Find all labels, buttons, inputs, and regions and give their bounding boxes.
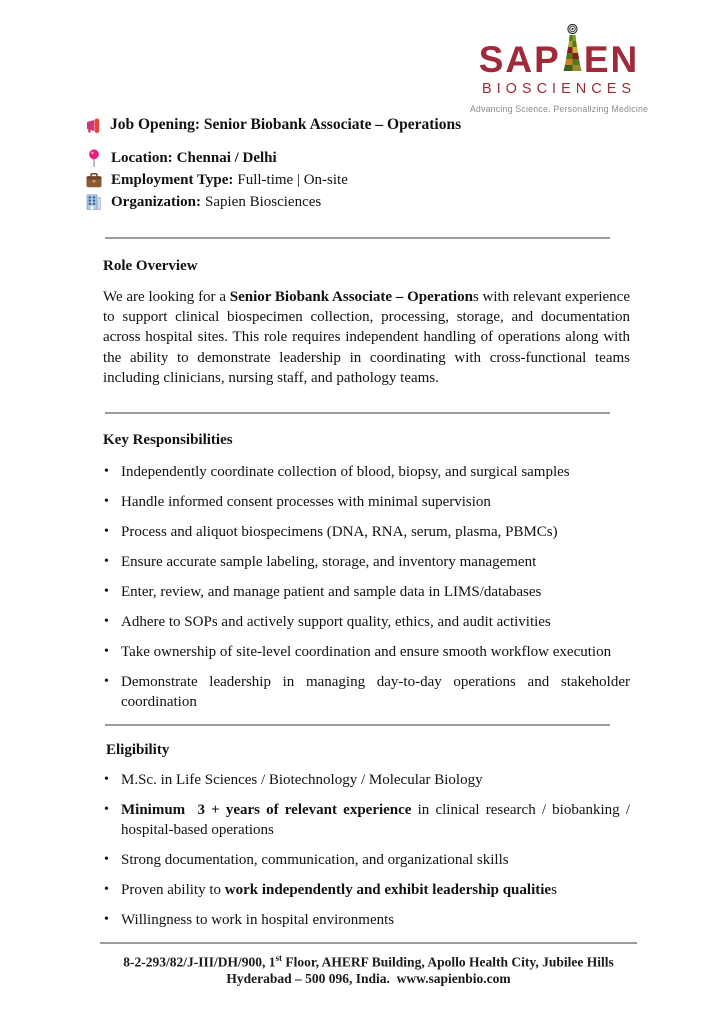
document-body xyxy=(103,237,630,930)
logo-subtitle: BIOSCIENCES xyxy=(481,81,637,97)
bullet-item: • Enter, review, and manage patient and sample data in LIMS/databases xyxy=(103,582,630,602)
meta-value: Sapien Biosciences xyxy=(205,193,322,210)
footer-address-line1: 8-2-293/82/J-III/DH/900, 1st Floor, AHERF Building, Apollo Health City, Jubilee Hills xyxy=(123,953,614,970)
footer-divider xyxy=(100,942,637,944)
bullet-item: • Willingness to work in hospital environments xyxy=(103,910,630,930)
bullet-item: • Strong documentation, communication, and organizational skills xyxy=(103,850,630,870)
logo-tagline: Advancing Science. Personalizing Medicine xyxy=(469,104,649,114)
meta-value: Full-time | On-site xyxy=(237,172,348,189)
megaphone-icon xyxy=(85,117,103,134)
logo-text-post: EN xyxy=(583,39,640,80)
bullet-item: • Ensure accurate sample labeling, storage, and inventory management xyxy=(103,552,630,572)
key-responsibilities-list xyxy=(103,462,630,712)
office-building-icon xyxy=(85,194,103,210)
section-divider xyxy=(105,724,610,726)
bullet-item: • M.Sc. in Life Sciences / Biotechnology / Molecular Biology xyxy=(103,770,630,790)
bullet-item: • Process and aliquot biospecimens (DNA, RNA, serum, plasma, PBMCs) xyxy=(103,522,630,542)
bullet-item: • Minimum 3 + years of relevant experience in clinical research / biobanking / hospital-based operations xyxy=(103,800,630,840)
role-overview-paragraph: We are looking for a Senior Biobank Associate – Operations with relevant experience to support clinical biospecimen collection, processing, storage, and documentation across hospital sites. This role requires independent handling of operations along with the ability to demonstrate leadership in coordinating with cross-functional teams including clinicians, nursing staff, and pathology teams. xyxy=(103,289,630,386)
bullet-item: • Independently coordinate collection of blood, biopsy, and surgical samples xyxy=(103,462,630,482)
eligibility-list xyxy=(103,770,630,930)
round-pushpin-icon xyxy=(85,149,103,168)
job-title: Job Opening: Senior Biobank Associate – Operations xyxy=(110,116,462,133)
meta-row-location xyxy=(85,148,724,170)
job-title-row xyxy=(85,114,724,136)
logo-wordmark xyxy=(479,24,639,78)
meta-label: Organization: xyxy=(111,193,201,210)
section-heading-eligibility: Eligibility xyxy=(106,742,170,759)
briefcase-icon xyxy=(85,173,103,188)
meta-row-organization xyxy=(85,191,724,213)
logo-text-pre: SAP xyxy=(478,39,561,80)
person-mosaic-icon xyxy=(562,24,583,77)
bullet-item: • Adhere to SOPs and actively support quality, ethics, and audit activities xyxy=(103,612,630,632)
section-divider xyxy=(105,412,610,414)
footer-address-line2: Hyderabad – 500 096, India. www.sapienbio.com xyxy=(226,971,511,987)
bullet-item: • Demonstrate leadership in managing day-to-day operations and stakeholder coordination xyxy=(103,672,630,712)
section-divider xyxy=(105,237,610,239)
meta-value: Chennai / Delhi xyxy=(176,150,277,167)
meta-label: Employment Type: xyxy=(111,172,234,189)
meta-label: Location: xyxy=(111,150,173,167)
company-logo xyxy=(452,24,666,114)
bullet-item: • Take ownership of site-level coordination and ensure smooth workflow execution xyxy=(103,642,630,662)
meta-row-employment-type xyxy=(85,170,724,192)
section-heading-role-overview: Role Overview xyxy=(103,258,198,275)
section-heading-key-responsibilities: Key Responsibilities xyxy=(103,432,233,449)
bullet-item: • Proven ability to work independently and exhibit leadership qualities xyxy=(103,880,630,900)
bullet-item: • Handle informed consent processes with minimal supervision xyxy=(103,492,630,512)
job-header xyxy=(85,114,724,213)
page-footer xyxy=(100,942,637,988)
